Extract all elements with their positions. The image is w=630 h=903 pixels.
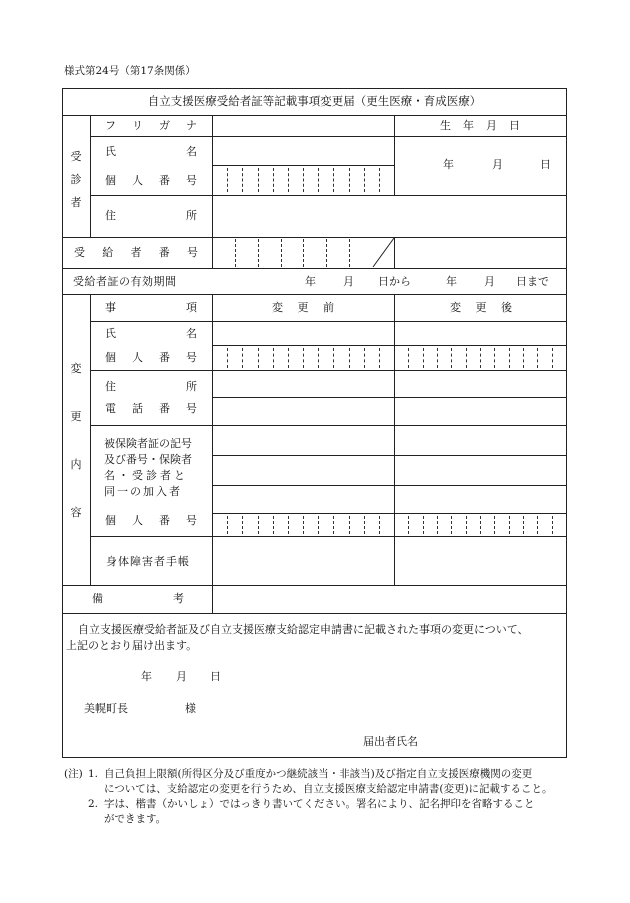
declaration-line-1: 自立支援医療受給者証及び自立支援医療支給認定申請書に記載された事項の変更について、 <box>78 623 529 636</box>
form-number: 様式第24号（第17条関係） <box>64 65 196 77</box>
validity-to: 日まで <box>516 275 549 288</box>
personal-number-field[interactable] <box>213 166 393 195</box>
furigana-label: フ リ ガ ナ <box>105 119 197 132</box>
item-header: 事 項 <box>105 301 197 314</box>
note-1-line-2: については、支給認定の変更を行うため、自立支援医療支給認定申請書(変更)に記載すること。 <box>104 783 553 795</box>
birth-month-label: 月 <box>492 158 503 171</box>
validity-field[interactable] <box>213 269 566 294</box>
change-phone-label: 電 話 番 号 <box>105 402 197 415</box>
validity-from: 日から <box>378 275 411 288</box>
note-2-line-1: 字は、楷書（かいしょ）ではっきり書いてください。署名により、記名押印を省略すること <box>104 798 535 810</box>
recipient-number-label: 受 給 者 番 号 <box>74 246 198 259</box>
declaration-day: 日 <box>210 670 221 683</box>
patient-label-1: 受 <box>70 150 82 163</box>
patient-label-2: 診 <box>70 173 82 186</box>
insurance-label <box>104 436 200 500</box>
validity-year-1: 年 <box>305 275 316 288</box>
after-header: 変 更 後 <box>450 301 512 314</box>
address-label: 住 所 <box>105 209 197 222</box>
patient-section-label <box>69 148 83 210</box>
disability-label: 身体障害者手帳 <box>106 555 190 568</box>
remarks-label: 備 考 <box>92 592 184 605</box>
note-2-number: 2. <box>88 798 99 810</box>
changes-section-label <box>69 360 83 520</box>
before-disability-field[interactable] <box>213 537 394 585</box>
after-insurance-field[interactable] <box>395 426 566 513</box>
after-personal-number-2-field[interactable] <box>395 514 566 536</box>
before-address-field[interactable] <box>213 371 394 397</box>
changes-label-1: 変 <box>70 362 82 375</box>
birthdate-header: 生 年 月 日 <box>440 119 520 132</box>
after-name-field[interactable] <box>395 322 566 345</box>
declaration-month: 月 <box>176 670 187 683</box>
before-personal-number-2-field[interactable] <box>213 514 394 536</box>
furigana-field[interactable] <box>213 116 393 136</box>
insurance-line-2: 及び番号・保険者 <box>104 453 192 466</box>
birth-day-label: 日 <box>540 158 551 171</box>
declaration-line-2: 上記のとおり届け出ます。 <box>66 639 198 652</box>
insurance-line-4: 同一の加入者 <box>104 485 182 498</box>
validity-month-2: 月 <box>484 275 495 288</box>
changes-label-4: 容 <box>70 506 82 519</box>
change-address-label: 住 所 <box>105 380 197 393</box>
recipient-number-field[interactable] <box>213 238 394 268</box>
before-phone-field[interactable] <box>213 398 394 425</box>
changes-label-2: 更 <box>70 410 82 423</box>
insurance-line-3: 名・受診者と <box>104 469 188 482</box>
changes-label-3: 内 <box>70 458 82 471</box>
after-disability-field[interactable] <box>395 537 566 585</box>
notes-prefix: (注) <box>64 768 83 780</box>
after-phone-field[interactable] <box>395 398 566 425</box>
change-personal-number-2-label: 個 人 番 号 <box>105 514 197 527</box>
before-header: 変 更 前 <box>272 301 334 314</box>
name-field[interactable] <box>213 137 393 165</box>
insurance-line-1: 被保険者証の記号 <box>104 437 192 450</box>
validity-year-2: 年 <box>446 275 457 288</box>
validity-label: 受給者証の有効期間 <box>73 275 177 288</box>
form-title: 自立支援医療受給者証等記載事項変更届（更生医療・育成医療） <box>147 94 482 108</box>
honorific-label: 様 <box>185 702 196 715</box>
validity-month-1: 月 <box>343 275 354 288</box>
change-name-label: 氏 名 <box>105 327 197 340</box>
change-personal-number-label: 個 人 番 号 <box>105 351 197 364</box>
applicant-name-label: 届出者氏名 <box>363 735 418 748</box>
birth-year-label: 年 <box>443 158 454 171</box>
mayor-label: 美幌町長 <box>84 702 128 715</box>
note-1-number: 1. <box>88 768 99 780</box>
personal-number-label: 個 人 番 号 <box>105 174 197 187</box>
applicant-name-field[interactable] <box>430 730 560 750</box>
note-1-line-1: 自己負担上限額(所得区分及び重度かつ継続該当・非該当)及び指定自立支援医療機関の変更 <box>104 768 533 780</box>
name-label: 氏 名 <box>105 145 197 158</box>
before-insurance-field[interactable] <box>213 426 394 513</box>
after-address-field[interactable] <box>395 371 566 397</box>
declaration-year: 年 <box>141 670 152 683</box>
remarks-field[interactable] <box>213 586 566 613</box>
birthdate-field[interactable] <box>395 137 566 195</box>
after-personal-number-field[interactable] <box>395 346 566 370</box>
note-2-line-2: ができます。 <box>104 813 167 825</box>
address-field[interactable] <box>213 196 566 237</box>
before-name-field[interactable] <box>213 322 394 345</box>
before-personal-number-field[interactable] <box>213 346 394 370</box>
patient-label-3: 者 <box>70 196 82 209</box>
